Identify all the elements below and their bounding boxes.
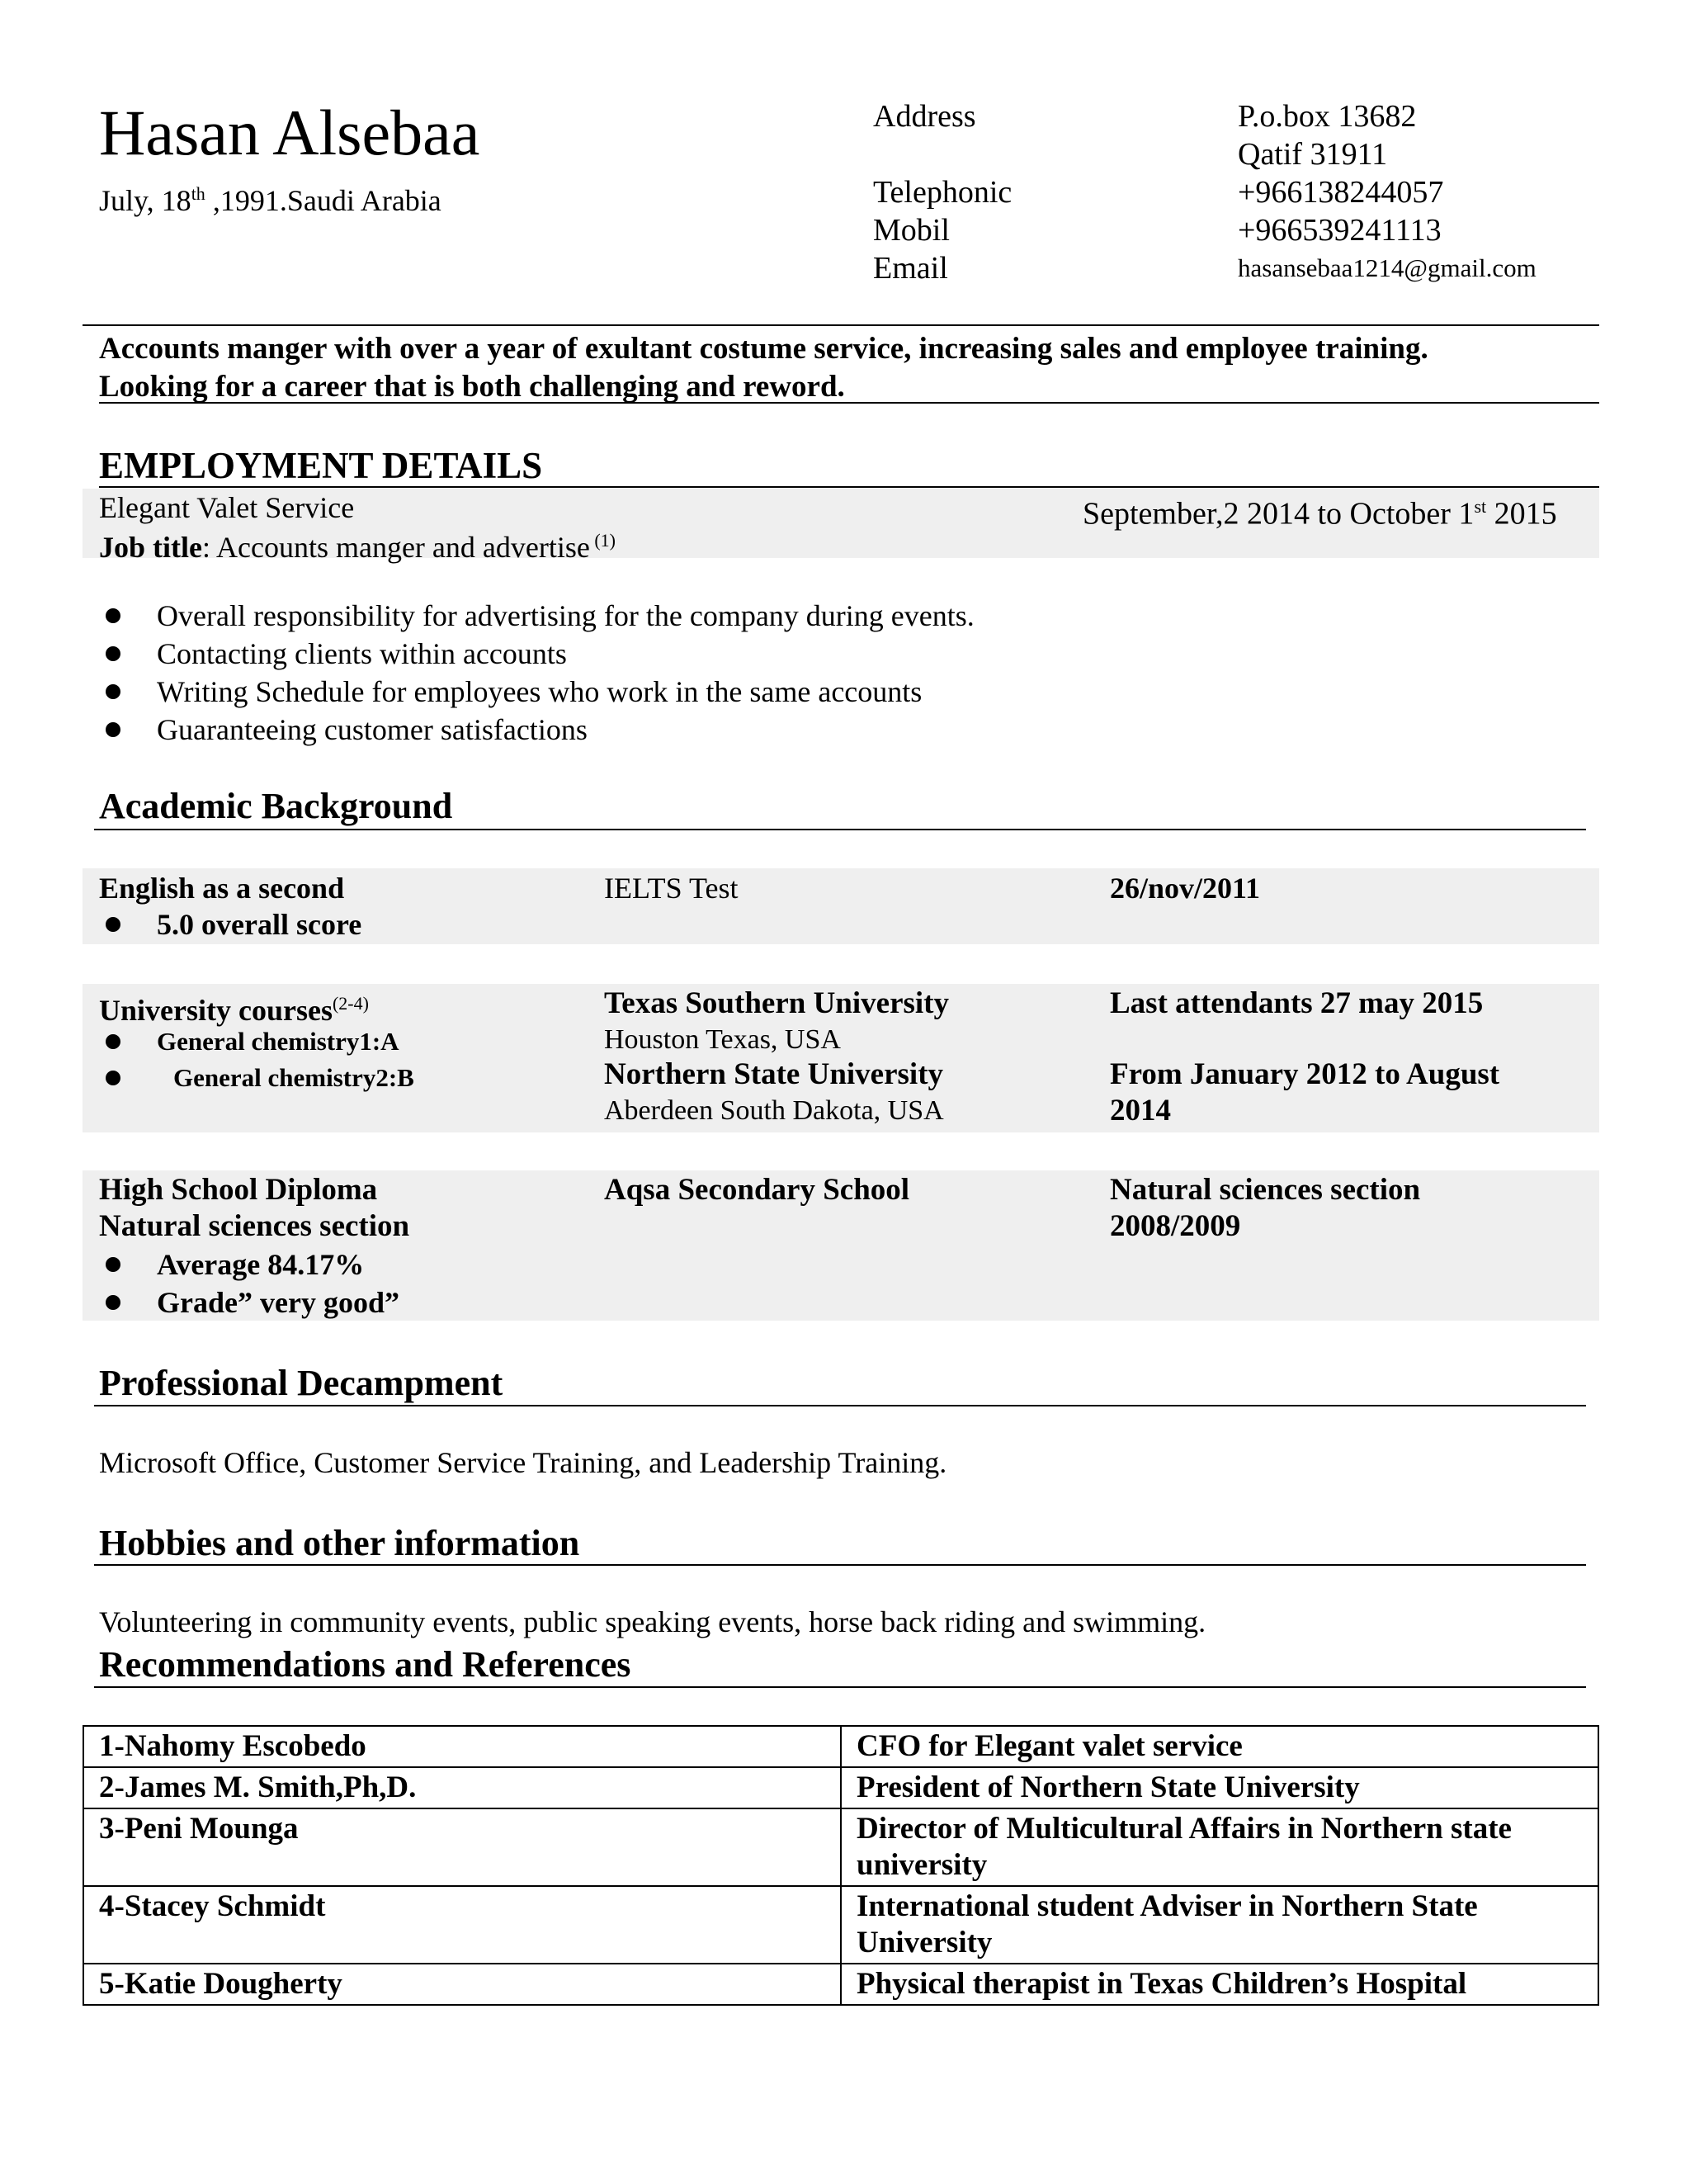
table-row — [83, 1964, 1598, 2005]
list-item — [99, 905, 361, 943]
university-2-dates-line-1: From January 2012 to August — [1110, 1057, 1500, 1091]
summary-bottom-rule — [99, 402, 1599, 404]
reference-role: International student Adviser in Northern State University — [841, 1886, 1598, 1964]
english-heading: English as a second — [99, 872, 345, 905]
university-1-dates: Last attendants 27 may 2015 — [1110, 986, 1484, 1020]
dob-sup: th — [191, 183, 205, 204]
address-label-blank — [873, 135, 1012, 173]
list-item — [99, 1023, 414, 1060]
telephone-value: +966138244057 — [1238, 175, 1444, 210]
list-item — [99, 1060, 414, 1096]
university-courses-list — [99, 1023, 414, 1096]
list-item — [99, 597, 975, 635]
duty-text: Contacting clients within accounts — [157, 637, 567, 670]
bullet-icon — [106, 1034, 120, 1049]
university-footnote: (2-4) — [332, 993, 369, 1014]
table-row — [83, 1726, 1598, 1767]
reference-role: Physical therapist in Texas Children’s Hospital — [841, 1964, 1598, 2005]
job-title-footnote: (1) — [589, 530, 616, 551]
reference-name: 4-Stacey Schmidt — [83, 1886, 841, 1964]
references-table — [83, 1725, 1599, 2006]
mobile-value: +966539241113 — [1238, 213, 1442, 248]
bullet-icon — [106, 684, 120, 699]
address-line-1: P.o.box 13682 — [1238, 99, 1417, 134]
bullet-icon — [106, 646, 120, 661]
email-label: Email — [873, 251, 948, 286]
grade-text: Grade” very good” — [157, 1286, 399, 1319]
list-item — [99, 1283, 399, 1321]
highschool-subheading: Natural sciences section — [99, 1209, 410, 1243]
profile-summary — [99, 330, 1584, 406]
academic-rule — [94, 829, 1586, 830]
duty-text: Overall responsibility for advertising for the company during events. — [157, 599, 975, 632]
employment-dates — [1083, 489, 1557, 532]
reference-role: CFO for Elegant valet service — [841, 1726, 1598, 1767]
reference-name: 2-James M. Smith,Ph,D. — [83, 1767, 841, 1808]
telephone-label: Telephonic — [873, 175, 1013, 210]
academic-section-title: Academic Background — [99, 786, 453, 826]
hobbies-text: Volunteering in community events, public speaking events, horse back riding and swimming. — [99, 1605, 1206, 1638]
contact-values — [1238, 97, 1537, 287]
bullet-icon — [106, 722, 120, 737]
job-title — [99, 522, 616, 565]
dates-text: September,2 2014 to October 1 — [1083, 496, 1475, 532]
employment-section-title: EMPLOYMENT DETAILS — [99, 445, 543, 486]
table-row — [83, 1886, 1598, 1964]
dob-text: July, 18 — [99, 184, 191, 217]
highschool-bullets — [99, 1246, 399, 1321]
hobbies-rule — [94, 1564, 1586, 1566]
duty-text: Writing Schedule for employees who work in the same accounts — [157, 675, 923, 708]
highschool-name: Aqsa Secondary School — [604, 1173, 910, 1207]
candidate-name: Hasan Alsebaa — [99, 97, 480, 168]
university-heading-text: University courses — [99, 994, 333, 1027]
summary-line-2: Looking for a career that is both challenging and reword. — [99, 370, 845, 404]
summary-line-1: Accounts manger with over a year of exultant costume service, increasing sales and employee training. — [99, 332, 1428, 366]
university-2-location: Aberdeen South Dakota, USA — [604, 1095, 944, 1126]
highschool-section: Natural sciences section — [1110, 1173, 1421, 1207]
summary-top-rule — [83, 324, 1599, 326]
address-line-2: Qatif 31911 — [1238, 137, 1388, 172]
university-2-dates-line-2: 2014 — [1110, 1094, 1171, 1127]
employment-duties-list — [99, 597, 975, 749]
references-rule — [94, 1686, 1586, 1688]
bullet-icon — [106, 608, 120, 623]
university-heading — [99, 986, 369, 1028]
course-text: General chemistry2:B — [173, 1063, 414, 1092]
university-1-location: Houston Texas, USA — [604, 1024, 841, 1055]
bullet-icon — [106, 1071, 120, 1085]
professional-section-title: Professional Decampment — [99, 1363, 503, 1403]
english-test: IELTS Test — [604, 872, 739, 905]
reference-name: 3-Peni Mounga — [83, 1808, 841, 1886]
reference-role: Director of Multicultural Affairs in Northern state university — [841, 1808, 1598, 1886]
dob-text-rest: ,1991.Saudi Arabia — [205, 184, 441, 217]
list-item — [99, 1246, 399, 1283]
highschool-heading: High School Diploma — [99, 1173, 378, 1207]
list-item — [99, 711, 975, 749]
score-text: 5.0 overall score — [157, 908, 362, 941]
list-item — [99, 635, 975, 673]
bullet-icon — [106, 917, 120, 932]
email-link[interactable]: hasansebaa1214@gmail.com — [1238, 253, 1537, 282]
table-row — [83, 1767, 1598, 1808]
english-bullets — [99, 905, 361, 943]
mobile-label: Mobil — [873, 213, 950, 248]
job-title-value: : Accounts manger and advertise — [201, 531, 590, 564]
address-label: Address — [873, 99, 976, 134]
hobbies-section-title: Hobbies and other information — [99, 1523, 580, 1563]
bullet-icon — [106, 1257, 120, 1272]
highschool-year: 2008/2009 — [1110, 1209, 1241, 1243]
average-text: Average 84.17% — [157, 1248, 365, 1281]
references-section-title: Recommendations and References — [99, 1644, 631, 1685]
duty-text: Guaranteeing customer satisfactions — [157, 713, 588, 746]
reference-role: President of Northern State University — [841, 1767, 1598, 1808]
reference-name: 1-Nahomy Escobedo — [83, 1726, 841, 1767]
job-title-label: Job title — [99, 531, 202, 564]
university-1-name: Texas Southern University — [604, 986, 950, 1020]
course-text: General chemistry1:A — [157, 1027, 399, 1056]
dates-sup: st — [1474, 496, 1487, 517]
birth-date-place — [99, 183, 441, 219]
professional-rule — [94, 1405, 1586, 1406]
table-row — [83, 1808, 1598, 1886]
professional-text: Microsoft Office, Customer Service Training, and Leadership Training. — [99, 1446, 947, 1479]
bullet-icon — [106, 1295, 120, 1310]
company-name: Elegant Valet Service — [99, 491, 355, 524]
english-date: 26/nov/2011 — [1110, 872, 1261, 905]
list-item — [99, 673, 975, 711]
reference-name: 5-Katie Dougherty — [83, 1964, 841, 2005]
employment-rule — [99, 486, 1599, 488]
dates-text-rest: 2015 — [1486, 496, 1557, 532]
university-2-name: Northern State University — [604, 1057, 944, 1091]
contact-labels — [873, 97, 1012, 287]
